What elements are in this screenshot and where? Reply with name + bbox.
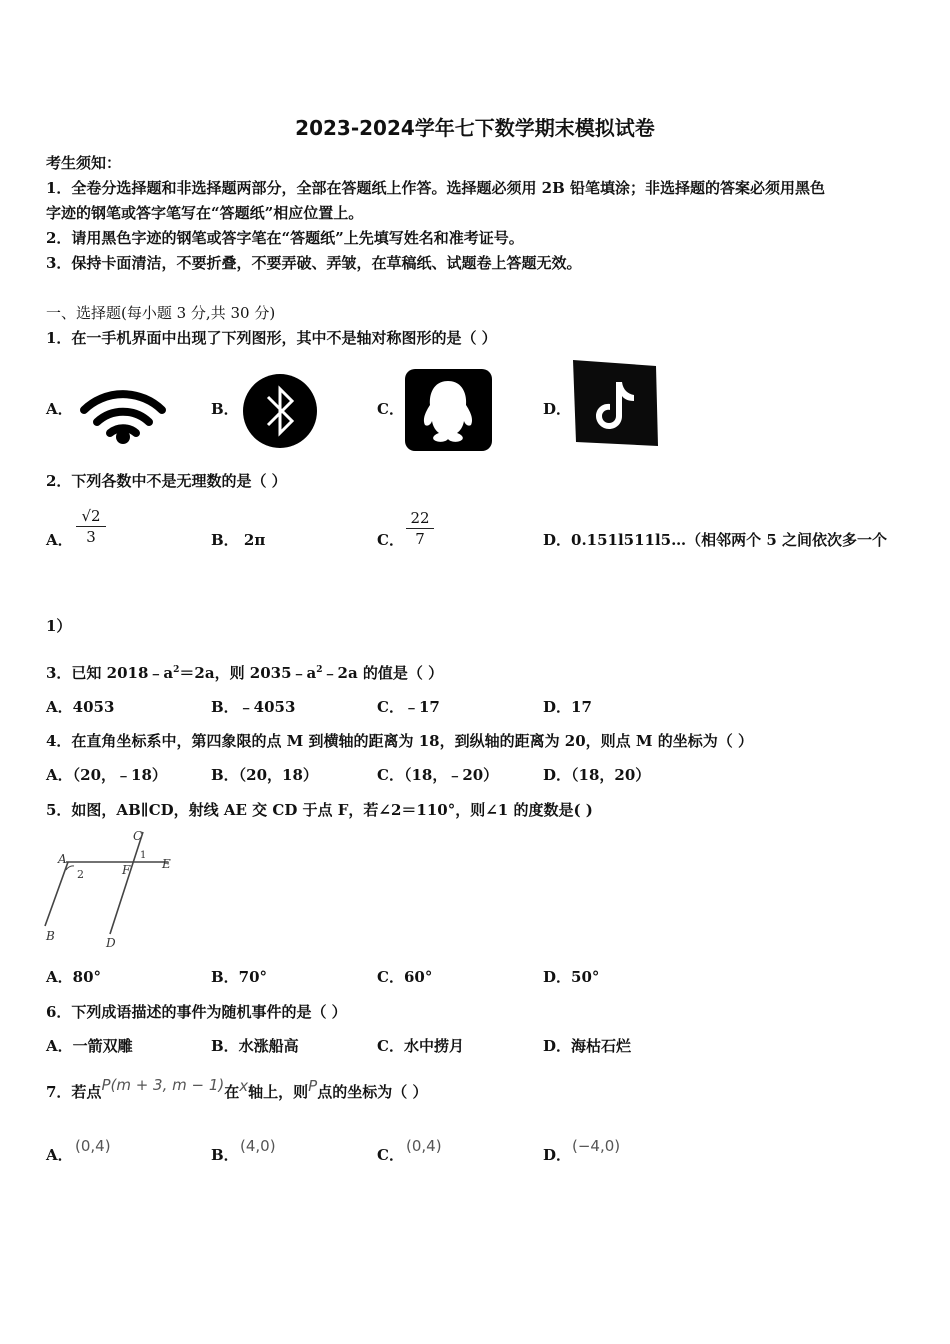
q4-option-a: A．（20，﹣18） <box>46 766 167 784</box>
q4-option-d: D．（18，20） <box>543 766 651 784</box>
q2-c-numerator: 22 <box>410 509 430 527</box>
q1-label-c: C． <box>377 400 404 418</box>
q2-option-d-cont: 1） <box>46 617 72 635</box>
q7-label-c: C． <box>377 1146 404 1164</box>
q2-stem: 2．下列各数中不是无理数的是（ ） <box>46 472 287 490</box>
q2-option-d: D．0.151l511l5…（相邻两个 5 之间依次多一个 <box>543 531 888 549</box>
fig-label-e: E <box>162 857 171 871</box>
q6-option-a: A．一箭双雕 <box>46 1037 133 1055</box>
q1-stem: 1．在一手机界面中出现了下列图形，其中不是轴对称图形的是（ ） <box>46 329 497 347</box>
fig-label-c: C <box>133 829 143 843</box>
q5-option-a: A．80° <box>46 968 102 986</box>
tiktok-icon <box>570 358 660 448</box>
q2-a-numerator: √2 <box>81 507 101 525</box>
q6-stem: 6．下列成语描述的事件为随机事件的是（ ） <box>46 1003 347 1021</box>
notice-line-1b: 字迹的钢笔或答字笔写在“答题纸”相应位置上。 <box>46 204 364 222</box>
q2-fraction-a <box>76 507 106 546</box>
fig-label-d: D <box>106 936 116 950</box>
q5-geometry-figure <box>40 826 190 950</box>
section-heading: 一、选择题(每小题 3 分,共 30 分) <box>46 304 276 322</box>
q6-option-c: C．水中捞月 <box>377 1037 464 1055</box>
notice-line-1a: 1．全卷分选择题和非选择题两部分，全部在答题纸上作答。选择题必须用 2B 铅笔填涂；非选择题的答案必须用黑色 <box>46 179 826 197</box>
q2-label-c: C． <box>377 531 404 549</box>
notice-line-3: 3．保持卡面清洁，不要折叠，不要弄破、弄皱，在草稿纸、试题卷上答题无效。 <box>46 254 582 272</box>
fig-label-a: A <box>58 852 67 866</box>
fig-label-b: B <box>46 929 55 943</box>
fig-label-f: F <box>122 863 131 877</box>
q5-option-c: C．60° <box>377 968 433 986</box>
notice-line-2: 2．请用黑色字迹的钢笔或答字笔在“答题纸”上先填写姓名和准考证号。 <box>46 229 524 247</box>
q5-stem: 5．如图，AB∥CD，射线 AE 交 CD 于点 F，若∠2＝110°，则∠1 的度数是( ) <box>46 801 593 819</box>
q6-option-b: B．水涨船高 <box>211 1037 299 1055</box>
q1-label-b: B． <box>211 400 239 418</box>
q7-label-b: B． <box>211 1146 239 1164</box>
q7-p-symbol: P <box>308 1077 318 1095</box>
qq-penguin-icon <box>405 369 492 451</box>
q4-option-b: B．（20，18） <box>211 766 318 784</box>
q7-label-d: D． <box>543 1146 572 1164</box>
q7-value-c: (0,4) <box>406 1137 442 1155</box>
q7-value-b: (4,0) <box>240 1137 276 1155</box>
q4-option-c: C．（18，﹣20） <box>377 766 499 784</box>
q7-x-symbol: x <box>239 1077 249 1095</box>
q2-fraction-c <box>406 509 434 548</box>
q2-c-denominator: 7 <box>415 530 425 548</box>
q1-label-d: D． <box>543 400 572 418</box>
fig-label-angle-2: 2 <box>77 868 84 881</box>
q6-option-d: D．海枯石烂 <box>543 1037 632 1055</box>
q3-option-b: B．﹣4053 <box>211 698 296 716</box>
bluetooth-icon <box>242 373 318 449</box>
q7-value-d: (−4,0) <box>572 1137 621 1155</box>
q1-label-a: A． <box>46 400 73 418</box>
q2-label-a: A． <box>46 531 73 549</box>
q3-option-a: A．4053 <box>46 698 115 716</box>
q3-option-d: D．17 <box>543 698 592 716</box>
q5-option-b: B．70° <box>211 968 268 986</box>
q5-option-d: D．50° <box>543 968 600 986</box>
q7-stem: 7．若点P(m + 3, m − 1)在x轴上，则P点的坐标为（ ） <box>46 1076 428 1101</box>
q4-stem: 4．在直角坐标系中，第四象限的点 M 到横轴的距离为 18，到纵轴的距离为 20，则点 M 的坐标为（ ） <box>46 732 753 750</box>
q3-option-c: C．﹣17 <box>377 698 440 716</box>
notice-heading: 考生须知： <box>46 154 122 172</box>
q7-point-expression: P(m + 3, m − 1) <box>101 1076 225 1094</box>
q7-label-a: A． <box>46 1146 73 1164</box>
q2-option-b: B． 2π <box>211 531 266 549</box>
q2-a-denominator: 3 <box>86 528 96 546</box>
wifi-icon <box>80 382 166 446</box>
q7-value-a: (0,4) <box>75 1137 111 1155</box>
q3-stem: 3．已知 $2018﹣a^2=2a$，则 $2035﹣a^2﹣2a$ 的值是（ ） <box>46 664 444 682</box>
fig-label-angle-1: 1 <box>140 850 147 861</box>
page-title: 2023-2024学年七下数学期末模拟试卷 <box>295 116 655 140</box>
